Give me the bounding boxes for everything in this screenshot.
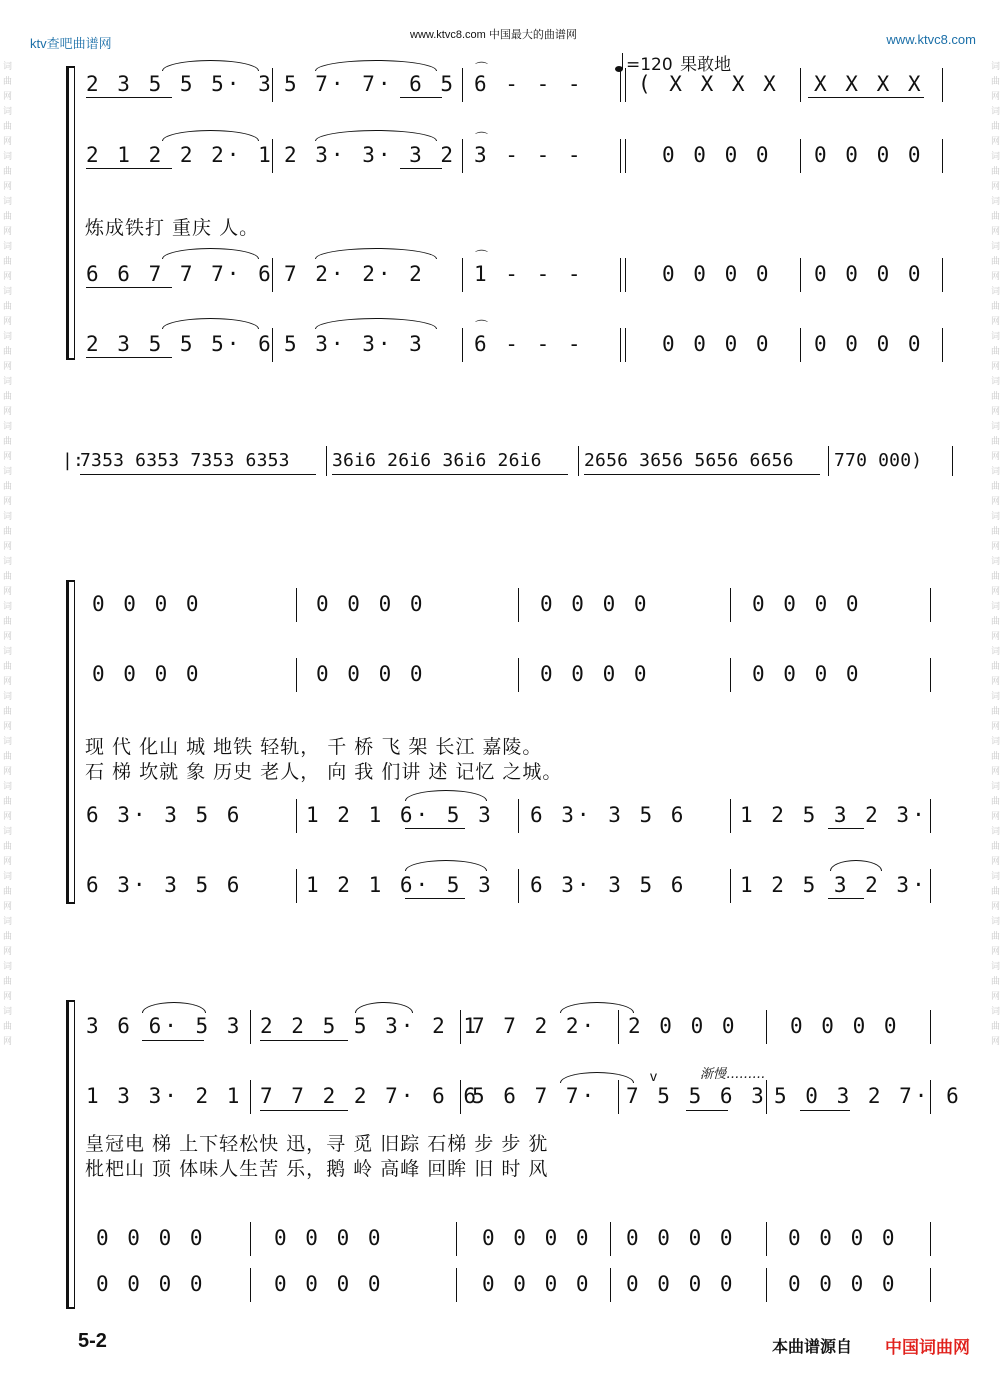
staff-row: [80, 592, 946, 628]
measure: 0 0 0 0: [540, 592, 650, 616]
staff-row: [80, 262, 946, 298]
tempo-expression: 果敢地: [680, 55, 732, 75]
barline: [518, 869, 519, 903]
staff-row: [80, 72, 946, 108]
tie-mark: [405, 790, 487, 801]
header-left-site[interactable]: ktv查吧曲谱网: [30, 36, 112, 51]
beam-underline: [142, 1040, 204, 1041]
breath-mark: v: [650, 1068, 657, 1084]
measure: 5 6 7 7·: [472, 1084, 598, 1108]
beam-underline: [686, 1110, 728, 1111]
barline: [942, 328, 943, 362]
lyric-line: 炼成铁打 重庆 人。: [85, 217, 260, 239]
staff-row: [80, 1272, 946, 1308]
barline: [250, 1268, 251, 1302]
staff-row: [80, 143, 946, 179]
measure: 0 0 0 0: [316, 592, 426, 616]
measure: 1 2 5 3 2 3·: [740, 803, 928, 827]
repeat-start-icon: |:: [62, 450, 85, 471]
barline: [462, 139, 463, 173]
measure: 1 2 5 3 2 3·: [740, 873, 928, 897]
staff-row: [80, 332, 946, 368]
beam-underline: [400, 97, 442, 98]
staff-row: [80, 1014, 946, 1050]
measure: 1 2 1 6· 5 3: [306, 803, 494, 827]
beam-underline: [584, 474, 820, 475]
double-barline: [620, 328, 626, 362]
barline: [462, 258, 463, 292]
barline: [800, 139, 801, 173]
side-watermark-right: 词曲网词曲网词曲网词曲网词曲网词曲网词曲网词曲网词曲网词曲网词曲网词曲网词曲网词曲网词曲网词曲网词曲网词曲网词曲网词曲网词曲网词曲网: [991, 62, 1001, 1047]
barline: [272, 68, 273, 102]
barline: [296, 869, 297, 903]
beam-underline: [808, 97, 924, 98]
barline: [272, 139, 273, 173]
measure: 0 0 0 0: [814, 262, 924, 286]
measure: 0 0 0 0: [92, 662, 202, 686]
barline: [462, 68, 463, 102]
staff-row: [80, 803, 946, 839]
source-label: 本曲谱源自: [772, 1339, 853, 1356]
barline: [942, 258, 943, 292]
source-brand-link[interactable]: 中国词曲网: [885, 1338, 970, 1357]
measure: 1 3 3· 2 1: [86, 1084, 243, 1108]
tie-mark: [162, 248, 259, 259]
measure: 7 7 2 2·: [472, 1014, 598, 1038]
measure: 0 0 0 0: [790, 1014, 900, 1038]
tie-mark: [142, 1002, 206, 1013]
beam-underline: [400, 168, 442, 169]
lyric-line-verse-1: 皇冠电 梯 上下轻松快 迅，寻 觅 旧踪 石梯 步 步 犹: [85, 1133, 549, 1155]
beam-underline: [260, 1110, 348, 1111]
double-barline: [620, 139, 626, 173]
measure: 0 0 0 0: [482, 1226, 592, 1250]
header-center-site[interactable]: www.ktvc8.com 中国最大的曲谱网: [410, 29, 577, 41]
measure: 0 0 0 0: [274, 1226, 384, 1250]
barline: [272, 328, 273, 362]
barline: [456, 1268, 457, 1302]
staff-row: [80, 873, 946, 909]
barline: [942, 68, 943, 102]
side-watermark-left: 词曲网词曲网词曲网词曲网词曲网词曲网词曲网词曲网词曲网词曲网词曲网词曲网词曲网词曲网词曲网词曲网词曲网词曲网词曲网词曲网词曲网词曲网: [3, 62, 13, 1047]
barline: [730, 869, 731, 903]
barline: [766, 1010, 767, 1044]
barline: [730, 799, 731, 833]
ritardando-marking: 渐慢………: [700, 1067, 766, 1082]
barline: [828, 446, 829, 476]
barline: [462, 328, 463, 362]
interlude-line: [62, 450, 956, 480]
measure: 0 0 0 0: [626, 1226, 736, 1250]
measure: 0 0 0 0: [626, 1272, 736, 1296]
measure: 2 3 5 5 5· 6: [86, 332, 274, 356]
barline: [930, 1222, 931, 1256]
barline: [610, 1268, 611, 1302]
barline: [766, 1080, 767, 1114]
barline: [578, 446, 579, 476]
measure: 2 3· 3· 3 2: [284, 143, 457, 167]
barline: [930, 869, 931, 903]
beam-underline: [86, 168, 172, 169]
barline: [250, 1222, 251, 1256]
measure: 6 - - -: [474, 72, 584, 96]
barline: [800, 258, 801, 292]
beam-underline: [405, 828, 465, 829]
beam-underline: [828, 898, 864, 899]
barline: [326, 446, 327, 476]
tie-mark: [162, 318, 259, 329]
measure: 2 1 2 2 2· 1: [86, 143, 274, 167]
system-brace: [66, 580, 75, 904]
tie-mark: [315, 130, 437, 141]
beam-underline: [405, 898, 465, 899]
measure: 5 7· 7· 6 5: [284, 72, 457, 96]
measure: 0 0 0 0: [788, 1226, 898, 1250]
barline: [272, 258, 273, 292]
measure: 0 0 0 0: [662, 262, 772, 286]
barline: [930, 1010, 931, 1044]
barline: [930, 1080, 931, 1114]
measure: 0 0 0 0: [662, 332, 772, 356]
measure: 2 0 0 0: [628, 1014, 738, 1038]
barline: [456, 1222, 457, 1256]
beam-underline: [80, 474, 316, 475]
tie-mark: [162, 60, 259, 71]
measure: 0 0 0 0: [96, 1272, 206, 1296]
measure: 6 6 7 7 7· 6: [86, 262, 274, 286]
barline: [460, 1080, 461, 1114]
tie-mark: [560, 1002, 634, 1013]
barline: [518, 658, 519, 692]
lyric-line-verse-2: 石 梯 坎就 象 历史 老人， 向 我 们讲 述 记忆 之城。: [85, 761, 563, 783]
tie-mark: [560, 1072, 634, 1083]
measure: 3 - - -: [474, 143, 584, 167]
barline: [518, 799, 519, 833]
measure: 2 2 5 5 3· 2 1: [260, 1014, 480, 1038]
fermata-icon: ⌒: [475, 131, 489, 146]
measure: 0 0 0 0: [96, 1226, 206, 1250]
measure: 0 0 0 0: [752, 592, 862, 616]
staff-row: [80, 1226, 946, 1262]
measure: 0 0 0 0: [788, 1272, 898, 1296]
measure: 7 7 2 2 7· 6 6: [260, 1084, 480, 1108]
measure: 0 0 0 0: [92, 592, 202, 616]
barline: [518, 588, 519, 622]
tie-mark: [315, 318, 437, 329]
measure: 0 0 0 0: [662, 143, 772, 167]
tie-mark: [162, 130, 259, 141]
barline: [766, 1222, 767, 1256]
page-number: 5-2: [78, 1330, 107, 1352]
beam-underline: [86, 357, 172, 358]
measure: 3 6 6· 5 3: [86, 1014, 243, 1038]
barline: [460, 1010, 461, 1044]
measure: 5 3· 3· 3: [284, 332, 425, 356]
measure: ( X X X X: [638, 72, 779, 96]
measure: 0 0 0 0: [540, 662, 650, 686]
measure: 7 5 5 6 3: [626, 1084, 767, 1108]
barline: [296, 799, 297, 833]
measure: 36i6 26i6 36i6 26i6: [332, 450, 542, 471]
barline: [250, 1080, 251, 1114]
staff-row: [80, 662, 946, 698]
tie-mark: [355, 1002, 413, 1013]
measure: 0 0 0 0: [482, 1272, 592, 1296]
tie-mark: [405, 860, 487, 871]
measure: 1 2 1 6· 5 3: [306, 873, 494, 897]
header-right-site[interactable]: www.ktvc8.com: [886, 32, 976, 47]
measure: 6 - - -: [474, 332, 584, 356]
tie-mark: [830, 860, 882, 871]
measure: 0 0 0 0: [752, 662, 862, 686]
beam-underline: [332, 474, 568, 475]
measure: 7353 6353 7353 6353: [80, 450, 290, 471]
barline: [296, 658, 297, 692]
barline: [930, 799, 931, 833]
tie-mark: [315, 248, 437, 259]
measure: 6 3· 3 5 6: [86, 803, 243, 827]
measure: 1 - - -: [474, 262, 584, 286]
barline: [800, 68, 801, 102]
tie-mark: [315, 60, 437, 71]
double-barline: [620, 68, 626, 102]
fermata-icon: ⌒: [475, 319, 489, 334]
system-brace: [66, 1000, 75, 1309]
barline: [930, 588, 931, 622]
beam-underline: [260, 1040, 348, 1041]
barline: [930, 1268, 931, 1302]
measure: 6 3· 3 5 6: [86, 873, 243, 897]
barline: [730, 658, 731, 692]
barline: [930, 658, 931, 692]
barline: [610, 1222, 611, 1256]
staff-row: [80, 1084, 962, 1120]
lyric-line-verse-2: 枇杷山 顶 体味人生苦 乐，鹅 岭 高峰 回眸 旧 时 风: [85, 1158, 549, 1180]
measure: 5 0 3 2 7· 6: [774, 1084, 962, 1108]
tempo-value: =120: [626, 55, 673, 75]
measure: 2656 3656 5656 6656: [584, 450, 794, 471]
beam-underline: [800, 1110, 850, 1111]
measure: 0 0 0 0: [274, 1272, 384, 1296]
barline: [730, 588, 731, 622]
lyric-line-verse-1: 现 代 化山 城 地铁 轻轨， 千 桥 飞 架 长江 嘉陵。: [85, 736, 543, 758]
measure: 2 3 5 5 5· 3: [86, 72, 274, 96]
barline: [618, 1010, 619, 1044]
measure: 6 3· 3 5 6: [530, 803, 687, 827]
measure: 0 0 0 0: [814, 143, 924, 167]
fermata-icon: ⌒: [475, 61, 489, 76]
fermata-icon: ⌒: [475, 249, 489, 264]
barline: [296, 588, 297, 622]
system-brace: [66, 66, 75, 360]
measure: 6 3· 3 5 6: [530, 873, 687, 897]
barline: [766, 1268, 767, 1302]
beam-underline: [828, 828, 864, 829]
beam-underline: [86, 97, 172, 98]
measure: 0 0 0 0: [316, 662, 426, 686]
measure: X X X X: [814, 72, 924, 96]
barline: [618, 1080, 619, 1114]
beam-underline: [86, 287, 172, 288]
measure: 0 0 0 0: [814, 332, 924, 356]
measure: 7 2· 2· 2: [284, 262, 425, 286]
barline: [952, 446, 953, 476]
barline: [942, 139, 943, 173]
barline: [250, 1010, 251, 1044]
measure: 770 000): [834, 450, 923, 471]
barline: [800, 328, 801, 362]
double-barline: [620, 258, 626, 292]
